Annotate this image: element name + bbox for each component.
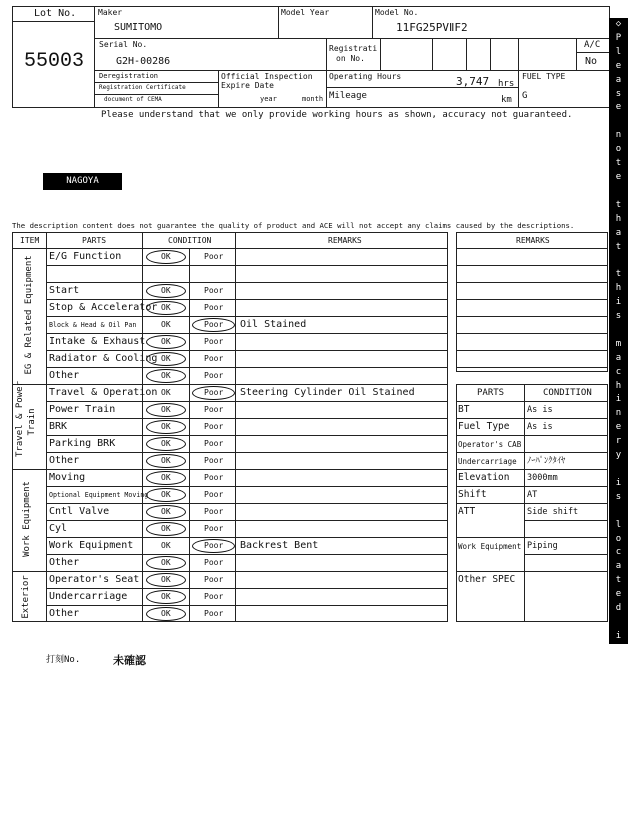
fuel-type-value: G <box>522 91 528 101</box>
sidebar-char: e <box>615 60 622 71</box>
sidebar-char: ◇ <box>615 19 622 29</box>
sidebar-char: e <box>615 589 622 600</box>
ok-option[interactable]: OK <box>161 541 171 550</box>
part-name: Intake & Exhaust <box>49 336 146 347</box>
part-name: Other <box>49 608 80 619</box>
model-no-label: Model No. <box>375 8 419 17</box>
poor-option[interactable]: Poor <box>204 575 224 584</box>
sidebar-char: n <box>615 408 622 419</box>
ok-option[interactable]: OK <box>161 439 171 448</box>
operating-hours-value: 3,747 <box>456 75 490 88</box>
ok-option[interactable]: OK <box>161 592 171 601</box>
sidebar-char <box>609 115 628 129</box>
header-parts: PARTS <box>82 236 107 245</box>
part-name: BRK <box>49 421 68 432</box>
sidebar-char: n <box>615 644 622 655</box>
spec-part: Other SPEC <box>458 574 516 585</box>
poor-option[interactable]: Poor <box>204 303 224 312</box>
sidebar-char: s <box>615 311 622 322</box>
official-inspection-label-1: Official Inspection <box>221 72 313 81</box>
header-remarks: REMARKS <box>328 236 362 245</box>
ok-selected-circle <box>146 301 186 315</box>
remark-text: Steering Cylinder Oil Stained <box>240 387 415 398</box>
official-inspection-label-2: Expire Date <box>221 81 274 90</box>
ok-selected-circle <box>146 556 186 570</box>
stamp-value: 未確認 <box>113 654 146 667</box>
sidebar-char: a <box>615 561 622 572</box>
sidebar-char <box>609 616 628 630</box>
part-name: Cyl <box>49 523 68 534</box>
spec-condition: Piping <box>527 541 558 551</box>
sidebar-char: y <box>615 728 622 739</box>
maker-label: Maker <box>98 8 123 17</box>
lot-no-value: 55003 <box>24 50 85 73</box>
sidebar-char: ◇ <box>615 825 622 836</box>
ok-selected-circle <box>146 403 186 417</box>
spec-part: BT <box>458 404 470 415</box>
mileage-label: Mileage <box>329 91 367 101</box>
part-name: Radiator & Cooling <box>49 353 158 364</box>
part-name: Start <box>49 285 80 296</box>
spec-part: Work Equipment <box>458 542 522 551</box>
poor-option[interactable]: Poor <box>204 286 224 295</box>
poor-option[interactable]: Poor <box>204 354 224 363</box>
sidebar-char: Y <box>615 769 622 780</box>
registration-no-label-2: on No. <box>336 54 365 63</box>
sidebar-char: h <box>615 283 622 294</box>
sidebar-char: t <box>615 158 622 169</box>
remarks-rule <box>456 282 608 283</box>
sidebar-char: m <box>615 338 622 349</box>
remark-text: Oil Stained <box>240 319 307 330</box>
sidebar-char: t <box>615 575 622 586</box>
part-name: Operator's Seat <box>49 574 140 585</box>
remarks-rule <box>456 316 608 317</box>
remarks-rule <box>456 333 608 334</box>
part-name: Work Equipment <box>49 540 134 551</box>
spec-condition: ﾉｰﾊﾟﾝｸﾀｲﾔ <box>527 456 566 466</box>
part-name: Other <box>49 370 80 381</box>
ok-selected-circle <box>146 522 186 536</box>
sidebar-char <box>609 254 628 268</box>
right-remarks-header: REMARKS <box>516 236 550 245</box>
poor-option[interactable]: Poor <box>204 320 224 329</box>
sidebar-char: t <box>615 241 622 252</box>
sidebar-char: i <box>615 394 622 405</box>
sidebar-char: y <box>615 450 622 461</box>
ok-option[interactable]: OK <box>161 524 171 533</box>
spec-header-parts: PARTS <box>477 388 505 398</box>
group-label-exterior: Exterior <box>21 575 32 619</box>
poor-option[interactable]: Poor <box>204 388 224 397</box>
spec-part: Elevation <box>458 472 510 483</box>
poor-option[interactable]: Poor <box>204 252 224 261</box>
sidebar-char <box>609 185 628 199</box>
spec-part: Undercarriage <box>458 457 517 466</box>
ok-option[interactable]: OK <box>161 422 171 431</box>
spec-condition: As is <box>527 422 553 432</box>
remarks-rule <box>456 265 608 266</box>
sidebar-char: t <box>615 199 622 210</box>
ok-option[interactable]: OK <box>161 609 171 618</box>
remarks-rule <box>456 367 608 368</box>
hours-notice: Please understand that we only provide working hours as shown, accuracy not guaranteed. <box>101 110 573 120</box>
year-label: year <box>260 95 277 103</box>
ok-option[interactable]: OK <box>161 456 171 465</box>
ok-selected-circle <box>146 590 186 604</box>
ok-selected-circle <box>146 284 186 298</box>
ok-selected-circle <box>146 454 186 468</box>
part-name: Stop & Accelerator <box>49 302 158 313</box>
spec-condition: AT <box>527 490 538 500</box>
ok-selected-circle <box>146 437 186 451</box>
sidebar-char: o <box>615 144 622 155</box>
poor-option[interactable]: Poor <box>204 405 224 414</box>
poor-option[interactable]: Poor <box>204 456 224 465</box>
model-year-label: Model Year <box>281 8 330 17</box>
ok-option[interactable]: OK <box>161 558 171 567</box>
header-condition: CONDITION <box>168 236 212 245</box>
location-tag: NAGOYA <box>43 173 122 190</box>
sidebar-char: n <box>615 130 622 141</box>
part-name: Optional Equipment Moving <box>49 491 149 499</box>
part-name: Travel & Operation <box>49 387 158 398</box>
sidebar-char: e <box>615 171 622 182</box>
spec-header-condition: CONDITION <box>543 388 592 398</box>
hrs-label: hrs <box>498 79 515 89</box>
sidebar-char: d <box>615 811 622 822</box>
part-name: Block & Head & Oil Pan <box>49 321 137 329</box>
sidebar-char: o <box>615 714 622 725</box>
maker-value: SUMITOMO <box>114 22 163 33</box>
ok-option[interactable]: OK <box>161 575 171 584</box>
group-label-work: Work Equipment <box>22 481 33 557</box>
poor-option[interactable]: Poor <box>204 439 224 448</box>
poor-selected-circle <box>192 386 235 400</box>
remarks-rule <box>456 299 608 300</box>
sidebar-char: d <box>615 603 622 614</box>
spec-part: Shift <box>458 489 487 500</box>
ok-option[interactable]: OK <box>161 337 171 346</box>
spec-condition: Side shift <box>527 507 579 517</box>
sidebar-char <box>609 755 628 769</box>
sidebar-char: c <box>615 547 622 558</box>
sidebar-char: l <box>615 46 622 57</box>
deregistration-label: Deregistration <box>99 72 159 80</box>
sidebar-char <box>609 658 628 672</box>
right-remarks-box <box>456 232 608 372</box>
sidebar-char: c <box>615 366 622 377</box>
sidebar-char: t <box>615 269 622 280</box>
sidebar-char: i <box>615 297 622 308</box>
poor-option[interactable]: Poor <box>204 490 224 499</box>
sidebar-char <box>609 324 628 338</box>
sidebar-char <box>609 463 628 477</box>
poor-option[interactable]: Poor <box>204 609 224 618</box>
group-label-eg: EG & Related Equipment <box>24 255 35 375</box>
ok-option[interactable]: OK <box>161 320 171 329</box>
sidebar-char: e <box>615 422 622 433</box>
sidebar-char: N <box>615 672 622 683</box>
poor-option[interactable]: Poor <box>204 473 224 482</box>
sidebar-char: a <box>615 686 622 697</box>
poor-option[interactable]: Poor <box>204 507 224 516</box>
ok-selected-circle <box>146 471 186 485</box>
part-name: Moving <box>49 472 86 483</box>
registration-certificate-label: Registration Certificate <box>99 84 186 91</box>
sidebar-char: i <box>615 630 622 641</box>
ok-option[interactable]: OK <box>161 371 171 380</box>
month-label: month <box>302 95 324 103</box>
sidebar-char: a <box>615 74 622 85</box>
km-label: km <box>501 95 512 105</box>
group-label-travel-1: Travel & Power <box>15 381 26 457</box>
serial-no-label: Serial No. <box>99 40 148 49</box>
spec-part: Fuel Type <box>458 421 510 432</box>
part-name: Parking BRK <box>49 438 116 449</box>
registration-no-label-1: Registrati <box>329 44 378 53</box>
ok-selected-circle <box>146 573 186 587</box>
sidebar-char: a <box>615 783 622 794</box>
ok-selected-circle <box>146 607 186 621</box>
ok-option[interactable]: OK <box>161 507 171 516</box>
part-name: Power Train <box>49 404 116 415</box>
sidebar-char: o <box>615 533 622 544</box>
operating-hours-label: Operating Hours <box>329 72 402 81</box>
ok-option[interactable]: OK <box>161 405 171 414</box>
spec-condition: As is <box>527 405 553 415</box>
ok-selected-circle <box>146 420 186 434</box>
sidebar-char: a <box>615 352 622 363</box>
sidebar-char: a <box>615 227 622 238</box>
ok-selected-circle <box>146 505 186 519</box>
part-name: Other <box>49 557 80 568</box>
serial-no-value: G2H-00286 <box>116 56 171 67</box>
poor-selected-circle <box>192 318 235 332</box>
poor-selected-circle <box>192 539 235 553</box>
header-item: ITEM <box>20 236 40 245</box>
ok-option[interactable]: OK <box>161 473 171 482</box>
fuel-type-label: FUEL TYPE <box>522 72 566 81</box>
document-of-cema-label: document of CEMA <box>104 96 162 103</box>
ac-value: No <box>585 56 598 67</box>
header-block <box>12 6 610 108</box>
ok-selected-circle <box>146 250 186 264</box>
sidebar-char: h <box>615 213 622 224</box>
location-note-sidebar <box>609 18 628 836</box>
ok-option[interactable]: OK <box>161 354 171 363</box>
disclaimer: The description content does not guarantee the quality of product and ACE will not accept any claims caused by the descriptions. <box>12 221 575 230</box>
sidebar-char: a <box>615 742 622 753</box>
sidebar-char: P <box>615 32 622 43</box>
ok-option[interactable]: OK <box>161 490 171 499</box>
remarks-rule <box>456 350 608 351</box>
sidebar-char: e <box>615 102 622 113</box>
part-name: E/G Function <box>49 251 122 262</box>
poor-option[interactable]: Poor <box>204 524 224 533</box>
ok-selected-circle <box>146 352 186 366</box>
sidebar-char: r <box>615 436 622 447</box>
ok-selected-circle <box>146 369 186 383</box>
lot-no-label: Lot No. <box>34 8 77 19</box>
ok-option[interactable]: OK <box>161 252 171 261</box>
sidebar-char: h <box>615 380 622 391</box>
sidebar-char <box>609 505 628 519</box>
sidebar-char: s <box>615 491 622 502</box>
remark-text: Backrest Bent <box>240 540 319 551</box>
model-no-value: 11FG25PVⅡF2 <box>396 21 468 34</box>
ok-selected-circle <box>146 335 186 349</box>
spec-part: ATT <box>458 506 476 517</box>
poor-option[interactable]: Poor <box>204 337 224 346</box>
group-label-travel-2: Train <box>27 408 38 436</box>
stamp-label: 打刻No. <box>46 655 81 665</box>
poor-option[interactable]: Poor <box>204 592 224 601</box>
spec-part: Operator's CAB <box>458 440 522 449</box>
poor-option[interactable]: Poor <box>204 371 224 380</box>
poor-option[interactable]: Poor <box>204 422 224 431</box>
ok-option[interactable]: OK <box>161 286 171 295</box>
poor-option[interactable]: Poor <box>204 558 224 567</box>
part-name: Other <box>49 455 80 466</box>
ok-selected-circle <box>146 488 186 502</box>
ok-option[interactable]: OK <box>161 303 171 312</box>
sidebar-char: l <box>615 519 622 530</box>
part-name: Cntl Valve <box>49 506 110 517</box>
sidebar-char: g <box>615 700 622 711</box>
sidebar-char: s <box>615 88 622 99</box>
ac-label: A/C <box>584 40 601 50</box>
poor-option[interactable]: Poor <box>204 541 224 550</box>
sidebar-char: r <box>615 797 622 808</box>
part-name: Undercarriage <box>49 591 128 602</box>
spec-condition: 3000mm <box>527 473 558 483</box>
ok-option[interactable]: OK <box>161 388 171 397</box>
sidebar-char: i <box>615 477 622 488</box>
